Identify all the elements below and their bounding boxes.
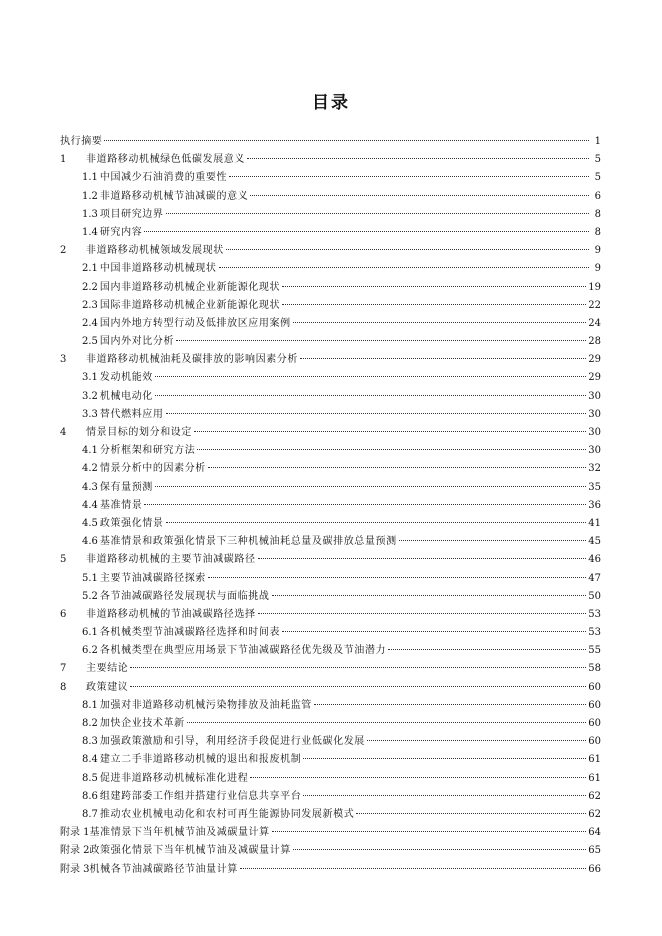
toc-entry-title: 机械各节油减碳路径节油量计算	[89, 863, 238, 875]
toc-entry-number: 4.1	[82, 445, 98, 457]
toc-entry-number: 4.6	[82, 536, 98, 548]
toc-entry-number: 4.2	[82, 463, 98, 475]
toc-entry-title: 政策强化情景	[99, 517, 164, 529]
toc-entry-title: 非道路移动机械的节油减碳路径选择	[86, 608, 256, 620]
toc-entry-title: 各机械类型在典型应用场景下节油减碳路径优先级及节油潜力	[99, 645, 387, 657]
dot-leader	[282, 286, 586, 287]
toc-entry[interactable]	[60, 733, 601, 751]
toc-page-number: 65	[588, 845, 601, 857]
dot-leader	[303, 758, 586, 759]
dot-leader	[250, 777, 586, 778]
toc-entry-title: 中国非道路移动机械现状	[99, 263, 217, 275]
toc-entry[interactable]	[60, 606, 601, 624]
toc-entry[interactable]	[60, 479, 601, 497]
toc-page-number: 30	[588, 390, 601, 402]
toc-page-number: 35	[588, 481, 601, 493]
dot-leader	[300, 358, 586, 359]
toc-entry[interactable]	[60, 551, 601, 569]
toc-entry-title: 国内外地方转型行动及低排放区应用案例	[99, 317, 291, 329]
toc-entry[interactable]	[60, 770, 601, 788]
toc-page-number: 62	[588, 808, 601, 820]
toc-entry-title: 情景分析中的因素分析	[99, 463, 206, 475]
toc-page-number: 29	[588, 372, 601, 384]
toc-entry[interactable]	[60, 751, 601, 769]
toc-page-number: 32	[588, 463, 601, 475]
toc-entry-title: 项目研究边界	[99, 208, 164, 220]
dot-leader	[258, 613, 587, 614]
toc-entry[interactable]	[60, 442, 601, 460]
toc-entry-title: 中国减少石油消费的重要性	[99, 172, 228, 184]
toc-page-number: 41	[588, 517, 601, 529]
toc-entry-number: 2.5	[82, 336, 98, 348]
toc-page-number: 61	[588, 772, 601, 784]
toc-page-number: 53	[588, 608, 601, 620]
toc-page-number: 28	[588, 336, 601, 348]
toc-entry-number: 7	[60, 663, 67, 675]
dot-leader	[247, 158, 589, 159]
toc-entry-number: 2	[60, 245, 67, 257]
dot-leader	[388, 649, 586, 650]
dot-leader	[367, 740, 586, 741]
toc-entry-title: 执行摘要	[60, 136, 103, 147]
toc-entry[interactable]	[60, 497, 601, 515]
toc-entry-title: 政策建议	[86, 681, 129, 693]
toc-entry[interactable]	[60, 260, 601, 278]
dot-leader	[229, 176, 589, 177]
toc-entry[interactable]	[60, 570, 601, 588]
toc-entry-number: 4.3	[82, 481, 98, 493]
toc-entry-title: 基准情景和政策强化情景下三种机械油耗总量及碳排放总量预测	[99, 536, 397, 548]
toc-entry-number: 3	[60, 354, 67, 366]
toc-page-number: 60	[588, 681, 601, 693]
toc-entry-title: 非道路移动机械绿色低碳发展意义	[86, 154, 245, 166]
dot-leader	[197, 449, 586, 450]
dot-leader	[144, 231, 589, 232]
toc-entry[interactable]	[60, 660, 601, 678]
dot-leader	[282, 631, 586, 632]
dot-leader	[293, 849, 586, 850]
toc-entry-number: 附录 1	[60, 827, 90, 839]
toc-entry-title: 非道路移动机械的主要节油减碳路径	[86, 554, 256, 566]
toc-entry-number: 1.2	[82, 190, 98, 202]
toc-entry[interactable]	[60, 697, 601, 715]
toc-entry-title: 建立二手非道路移动机械的退出和报废机制	[99, 754, 302, 766]
toc-entry-title: 各机械类型节油减碳路径选择和时间表	[99, 627, 281, 639]
toc-entry-title: 替代燃料应用	[99, 408, 164, 420]
toc-entry-title: 国内非道路移动机械企业新能源化现状	[99, 281, 281, 293]
toc-entry[interactable]	[60, 333, 601, 351]
toc-entry-number: 附录 2	[60, 845, 90, 857]
toc-entry-number: 6	[60, 608, 67, 620]
toc-entry-number: 1.1	[82, 172, 98, 184]
toc-entry-number: 5.1	[82, 572, 98, 584]
toc-page-number: 60	[588, 699, 601, 711]
toc-entry-title: 国内外对比分析	[99, 336, 175, 348]
toc-entry-title: 加快企业技术革新	[99, 718, 185, 729]
toc-entry-title: 机械电动化	[99, 390, 153, 402]
dot-leader	[399, 540, 587, 541]
toc-entry[interactable]	[60, 842, 601, 860]
toc-entry[interactable]	[60, 279, 601, 297]
toc-entry-number: 4.5	[82, 517, 98, 529]
toc-page-number: 8	[594, 208, 601, 220]
toc-entry[interactable]	[60, 297, 601, 315]
toc-page-number: 45	[588, 536, 601, 548]
toc-entry-number: 2.4	[82, 317, 98, 329]
dot-leader	[250, 195, 589, 196]
toc-page-number: 64	[588, 827, 601, 839]
toc-page-number: 30	[588, 445, 601, 457]
toc-entry-number: 3.3	[82, 408, 98, 420]
toc-entry[interactable]	[60, 133, 601, 151]
toc-entry-title: 各节油减碳路径发展现状与面临挑战	[99, 590, 270, 602]
table-of-contents	[60, 133, 601, 879]
toc-entry-title: 保有量预测	[99, 481, 153, 493]
toc-entry-title: 加强政策激励和引导，利用经济手段促进行业低碳化发展	[99, 736, 365, 748]
toc-entry[interactable]	[60, 169, 601, 187]
toc-entry-number: 4.4	[82, 499, 98, 511]
dot-leader	[187, 722, 587, 723]
toc-entry-title: 基准情景	[99, 499, 143, 511]
dot-leader	[208, 577, 586, 578]
toc-page-number: 9	[594, 245, 601, 257]
dot-leader	[219, 267, 589, 268]
toc-entry[interactable]	[60, 533, 601, 551]
toc-entry-title: 研究内容	[99, 226, 143, 238]
toc-entry-number: 2.3	[82, 299, 98, 311]
toc-entry-title: 主要节油减碳路径探索	[99, 572, 206, 584]
toc-entry[interactable]	[60, 588, 601, 606]
toc-page-number: 22	[588, 299, 601, 311]
toc-entry[interactable]	[60, 224, 601, 242]
dot-leader	[272, 831, 587, 832]
toc-entry-title: 组建跨部委工作组并搭建行业信息共享平台	[99, 790, 302, 802]
toc-entry-number: 1	[60, 154, 67, 166]
toc-entry-title: 推动农业机械电动化和农村可再生能源协同发展新模式	[99, 808, 355, 820]
toc-entry[interactable]	[60, 679, 601, 697]
toc-entry-title: 国际非道路移动机械企业新能源化现状	[99, 299, 281, 311]
dot-leader	[155, 395, 586, 396]
toc-page-number: 60	[588, 718, 601, 729]
toc-entry-number: 8.2	[82, 718, 98, 729]
toc-entry-title: 情景目标的划分和设定	[86, 427, 192, 438]
toc-entry-number: 附录 3	[60, 863, 90, 875]
toc-page-number: 50	[588, 590, 601, 602]
toc-page-number: 36	[588, 499, 601, 511]
toc-entry[interactable]	[60, 242, 601, 260]
toc-entry-title: 非道路移动机械节油减碳的意义	[99, 190, 249, 202]
toc-page-number: 60	[588, 736, 601, 748]
dot-leader	[155, 376, 586, 377]
toc-entry[interactable]	[60, 424, 601, 442]
toc-entry-title: 分析框架和研究方法	[99, 445, 196, 457]
dot-leader	[144, 504, 586, 505]
toc-page-number: 66	[588, 863, 601, 875]
toc-entry-title: 促进非道路移动机械标准化进程	[99, 772, 249, 784]
dot-leader	[240, 868, 586, 869]
dot-leader	[166, 413, 587, 414]
toc-entry-number: 8.3	[82, 736, 98, 748]
toc-entry-number: 3.2	[82, 390, 98, 402]
toc-entry[interactable]	[60, 715, 601, 733]
toc-page-number: 55	[588, 645, 601, 657]
toc-page-number: 29	[588, 354, 601, 366]
toc-entry[interactable]	[60, 206, 601, 224]
toc-page-number: 61	[588, 754, 601, 766]
toc-entry[interactable]	[60, 806, 601, 824]
toc-entry[interactable]	[60, 315, 601, 333]
toc-entry-number: 1.3	[82, 208, 98, 220]
dot-leader	[258, 558, 587, 559]
toc-page-number: 53	[588, 627, 601, 639]
toc-entry[interactable]	[60, 406, 601, 424]
toc-entry[interactable]	[60, 388, 601, 406]
dot-leader	[293, 322, 587, 323]
toc-entry-number: 8.6	[82, 790, 98, 802]
dot-leader	[282, 304, 586, 305]
toc-entry-number: 2.1	[82, 263, 98, 275]
dot-leader	[176, 340, 586, 341]
toc-entry-number: 3.1	[82, 372, 98, 384]
dot-leader	[314, 704, 586, 705]
toc-page-number: 30	[588, 408, 601, 420]
toc-entry-number: 5	[60, 554, 67, 566]
toc-entry-title: 非道路移动机械领域发展现状	[86, 245, 224, 257]
toc-entry-title: 政策强化情景下当年机械节油及减碳量计算	[89, 845, 291, 857]
dot-leader	[356, 813, 586, 814]
dot-leader	[130, 686, 586, 687]
toc-entry-number: 4	[60, 427, 67, 438]
toc-entry-number: 6.2	[82, 645, 98, 657]
toc-page-number: 19	[588, 281, 601, 293]
toc-entry-number: 6.1	[82, 627, 98, 639]
toc-page-number: 47	[588, 572, 601, 584]
toc-entry-number: 8.5	[82, 772, 98, 784]
toc-page-number: 6	[594, 190, 601, 202]
toc-page-number: 9	[594, 263, 601, 275]
toc-entry[interactable]	[60, 188, 601, 206]
toc-page-number: 5	[594, 154, 601, 166]
toc-entry-number: 8.4	[82, 754, 98, 766]
toc-entry[interactable]	[60, 351, 601, 369]
toc-entry-number: 2.2	[82, 281, 98, 293]
dot-leader	[226, 249, 589, 250]
toc-entry[interactable]	[60, 151, 601, 169]
toc-entry-number: 8	[60, 681, 67, 693]
toc-page-number: 8	[594, 226, 601, 238]
page-title: 目录	[312, 93, 350, 113]
toc-page-number: 1	[594, 136, 601, 147]
toc-entry-title: 基准情景下当年机械节油及减碳量计算	[89, 827, 270, 839]
dot-leader	[104, 140, 589, 141]
dot-leader	[166, 213, 589, 214]
toc-entry-title: 加强对非道路移动机械污染物排放及油耗监管	[99, 699, 312, 711]
toc-entry[interactable]	[60, 824, 601, 842]
toc-entry-number: 8.1	[82, 699, 98, 711]
toc-page-number: 46	[588, 554, 601, 566]
toc-page-number: 30	[588, 427, 601, 438]
toc-entry-number: 5.2	[82, 590, 98, 602]
dot-leader	[272, 595, 587, 596]
toc-entry[interactable]	[60, 642, 601, 660]
toc-page-number: 58	[588, 663, 601, 675]
toc-entry-title: 主要结论	[86, 663, 129, 675]
toc-entry[interactable]	[60, 788, 601, 806]
dot-leader	[303, 795, 586, 796]
dot-leader	[130, 667, 586, 668]
dot-leader	[155, 486, 586, 487]
toc-entry[interactable]	[60, 369, 601, 387]
dot-leader	[208, 467, 586, 468]
toc-entry[interactable]	[60, 624, 601, 642]
dot-leader	[166, 522, 587, 523]
toc-entry-title: 发动机能效	[99, 372, 153, 384]
toc-entry-number: 8.7	[82, 808, 98, 820]
toc-entry[interactable]	[60, 861, 601, 879]
toc-page-number: 5	[594, 172, 601, 184]
toc-page-number: 24	[588, 317, 601, 329]
toc-entry-number: 1.4	[82, 226, 98, 238]
dot-leader	[194, 431, 586, 432]
toc-entry-title: 非道路移动机械油耗及碳排放的影响因素分析	[86, 354, 298, 366]
toc-entry[interactable]	[60, 460, 601, 478]
toc-page-number: 62	[588, 790, 601, 802]
toc-entry[interactable]	[60, 515, 601, 533]
